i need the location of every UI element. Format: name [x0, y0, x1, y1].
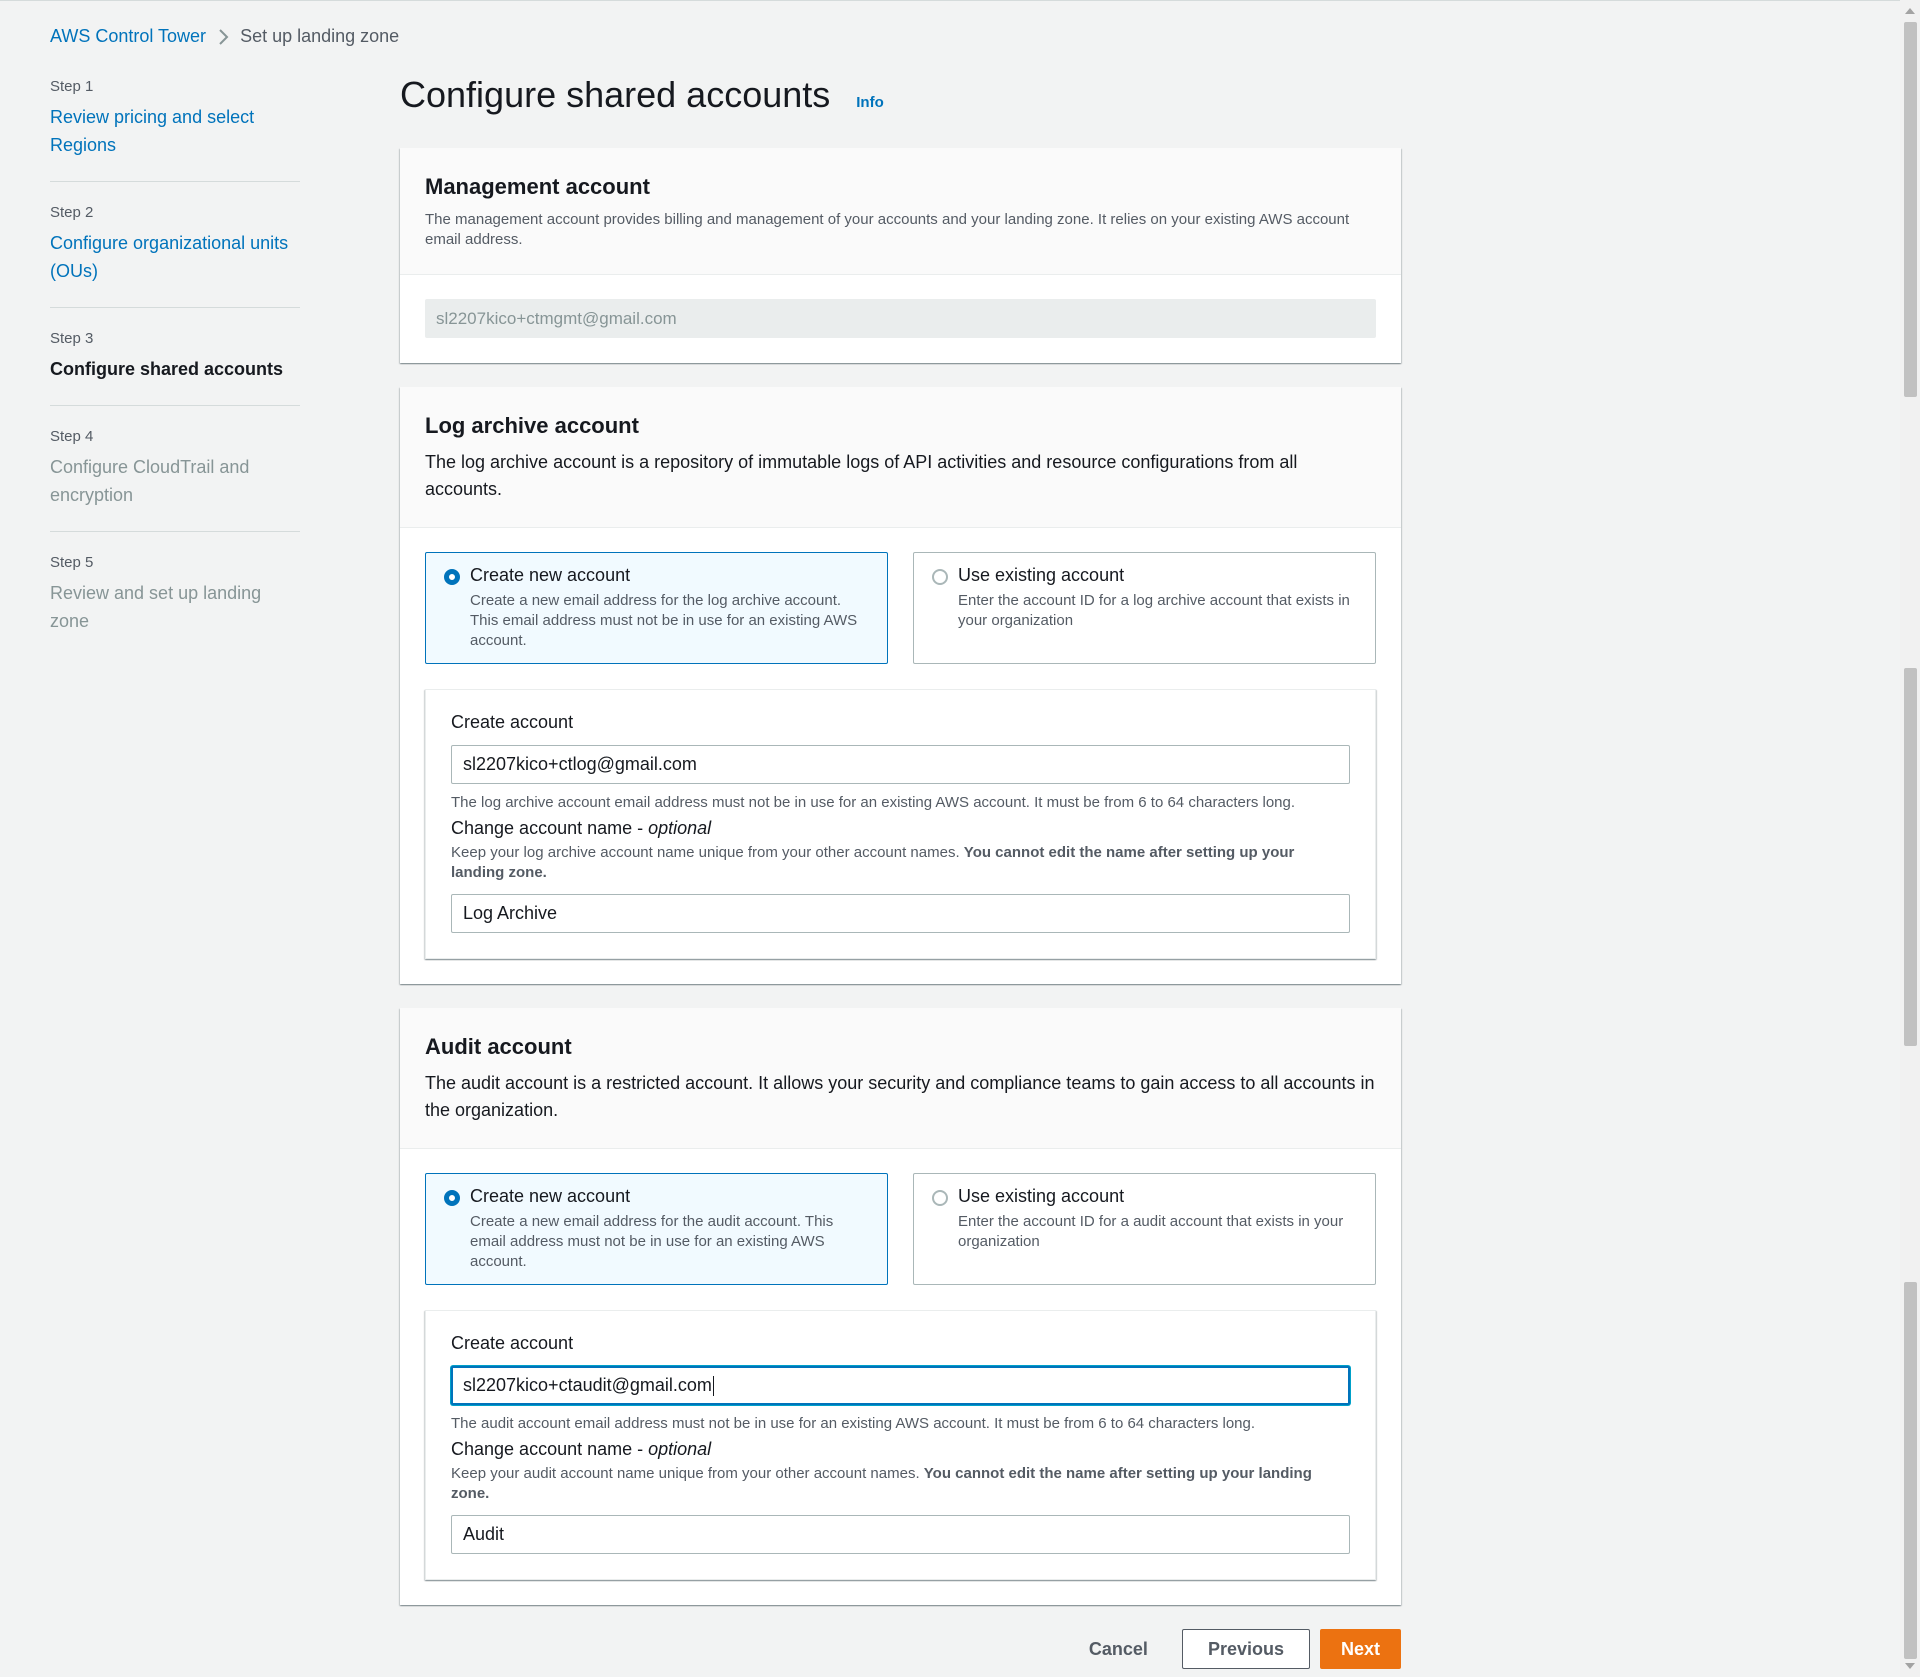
desc-text: Keep your log archive account name unique from your other account names.	[451, 844, 964, 861]
cancel-button[interactable]: Cancel	[1088, 1638, 1148, 1659]
step-link-configure-ous[interactable]: Configure organizational units (OUs)	[50, 233, 289, 281]
tile-description: Enter the account ID for a log archive account that exists in your organization	[958, 592, 1350, 629]
desc-text: Keep your audit account name unique from your other account names.	[451, 1465, 924, 1482]
next-button[interactable]: Next	[1320, 1629, 1401, 1669]
step-3	[50, 330, 300, 406]
tile-label: Use existing account	[958, 565, 1125, 585]
main-content	[400, 74, 1401, 1669]
step-number: Step 4	[50, 428, 94, 445]
container-body	[400, 528, 1401, 984]
tile-description: Create a new email address for the log archive account. This email address must not be in use for an existing AWS account.	[470, 592, 858, 649]
wizard-actions	[400, 1629, 1401, 1669]
step-1	[50, 78, 300, 182]
tile-description: Create a new email address for the audit account. This email address must not be in use for an existing AWS account.	[470, 1213, 834, 1270]
container-body	[400, 1149, 1401, 1605]
create-account-label: Create account	[451, 712, 574, 732]
page-scrollbar[interactable]	[1900, 0, 1920, 1677]
email-constraint-text: The audit account email address must not be in use for an existing AWS account. It must be from 6 to 64 characters long.	[451, 1415, 1256, 1432]
audit-title: Audit account	[425, 1034, 572, 1059]
scroll-thumb-secondary[interactable]	[1904, 668, 1917, 1046]
step-number: Step 5	[50, 554, 94, 571]
step-4	[50, 428, 300, 532]
scroll-thumb-tertiary[interactable]	[1904, 1282, 1917, 1659]
page-title: Configure shared accounts	[400, 74, 831, 115]
step-current-shared-accounts: Configure shared accounts	[50, 359, 284, 379]
scroll-thumb[interactable]	[1904, 22, 1917, 397]
input-value: sl2207kico+ctaudit@gmail.com	[463, 1375, 712, 1395]
audit-create-new-tile[interactable]	[425, 1173, 888, 1285]
breadcrumb-current: Set up landing zone	[240, 26, 400, 46]
radio-checked-icon[interactable]	[444, 569, 460, 585]
audit-name-input[interactable]: Audit	[451, 1515, 1350, 1554]
log-archive-name-input[interactable]: Log Archive	[451, 894, 1350, 933]
radio-unchecked-icon[interactable]	[932, 569, 948, 585]
tile-label: Use existing account	[958, 1186, 1125, 1206]
optional-text: optional	[648, 1439, 712, 1459]
log-archive-title: Log archive account	[425, 413, 639, 438]
management-account-title: Management account	[425, 174, 650, 199]
step-number: Step 2	[50, 204, 94, 221]
step-link-review-pricing[interactable]: Review pricing and select Regions	[50, 107, 255, 155]
container-header	[400, 387, 1401, 528]
log-archive-email-input[interactable]: sl2207kico+ctlog@gmail.com	[451, 745, 1350, 784]
audit-account-container	[400, 1008, 1401, 1605]
create-account-label: Create account	[451, 1333, 574, 1353]
label-text: Change account name -	[451, 818, 649, 838]
step-number: Step 3	[50, 330, 94, 347]
email-constraint-text: The log archive account email address must not be in use for an existing AWS account. It must be from 6 to 64 characters long.	[451, 794, 1296, 811]
audit-options	[425, 1173, 1376, 1285]
tile-label: Create new account	[470, 565, 631, 585]
tile-label: Create new account	[470, 1186, 631, 1206]
management-email-field: sl2207kico+ctmgmt@gmail.com	[425, 299, 1376, 338]
log-archive-create-account-form	[425, 689, 1376, 959]
management-account-description: The management account provides billing and management of your accounts and your landing zone. It relies on your existing AWS account email address.	[425, 211, 1350, 248]
desc-warning: You cannot edit the name after setting up your landing zone.	[451, 844, 1295, 881]
management-account-container	[400, 148, 1401, 363]
step-2	[50, 204, 300, 308]
info-link[interactable]: Info	[856, 94, 884, 111]
previous-button[interactable]: Previous	[1182, 1629, 1310, 1669]
container-body	[400, 275, 1401, 363]
label-text: Change account name -	[451, 1439, 649, 1459]
text-caret	[713, 1376, 714, 1396]
change-account-name-label	[451, 1439, 1350, 1460]
container-header	[400, 148, 1401, 275]
scroll-down-arrow-icon[interactable]	[1905, 1663, 1915, 1669]
container-header	[400, 1008, 1401, 1149]
optional-text: optional	[648, 818, 712, 838]
log-archive-description: The log archive account is a repository of immutable logs of API activities and resource configurations from all accounts.	[425, 452, 1298, 499]
scroll-up-arrow-icon[interactable]	[1905, 8, 1915, 14]
account-name-description	[451, 1464, 1350, 1504]
audit-use-existing-tile[interactable]	[913, 1173, 1376, 1285]
step-5	[50, 554, 300, 657]
step-review-setup: Review and set up landing zone	[50, 583, 262, 631]
step-number: Step 1	[50, 78, 94, 95]
log-archive-create-new-tile[interactable]	[425, 552, 888, 664]
audit-email-input[interactable]	[451, 1366, 1350, 1405]
page-header	[400, 74, 1401, 148]
tile-description: Enter the account ID for a audit account that exists in your organization	[958, 1213, 1344, 1250]
desc-warning: You cannot edit the name after setting up your landing zone.	[451, 1465, 1312, 1502]
wizard-steps	[50, 78, 300, 679]
breadcrumb-link-control-tower[interactable]: AWS Control Tower	[50, 26, 207, 46]
audit-create-account-form	[425, 1310, 1376, 1580]
radio-unchecked-icon[interactable]	[932, 1190, 948, 1206]
top-border	[0, 0, 1920, 1]
audit-description: The audit account is a restricted account. It allows your security and compliance teams to gain access to all accounts in the organization.	[425, 1073, 1375, 1120]
breadcrumb	[50, 26, 399, 47]
log-archive-use-existing-tile[interactable]	[913, 552, 1376, 664]
account-name-description	[451, 843, 1350, 883]
step-cloudtrail-encryption: Configure CloudTrail and encryption	[50, 457, 250, 505]
radio-checked-icon[interactable]	[444, 1190, 460, 1206]
chevron-right-icon	[218, 28, 230, 46]
log-archive-account-container	[400, 387, 1401, 984]
log-archive-options	[425, 552, 1376, 664]
change-account-name-label	[451, 818, 1350, 839]
